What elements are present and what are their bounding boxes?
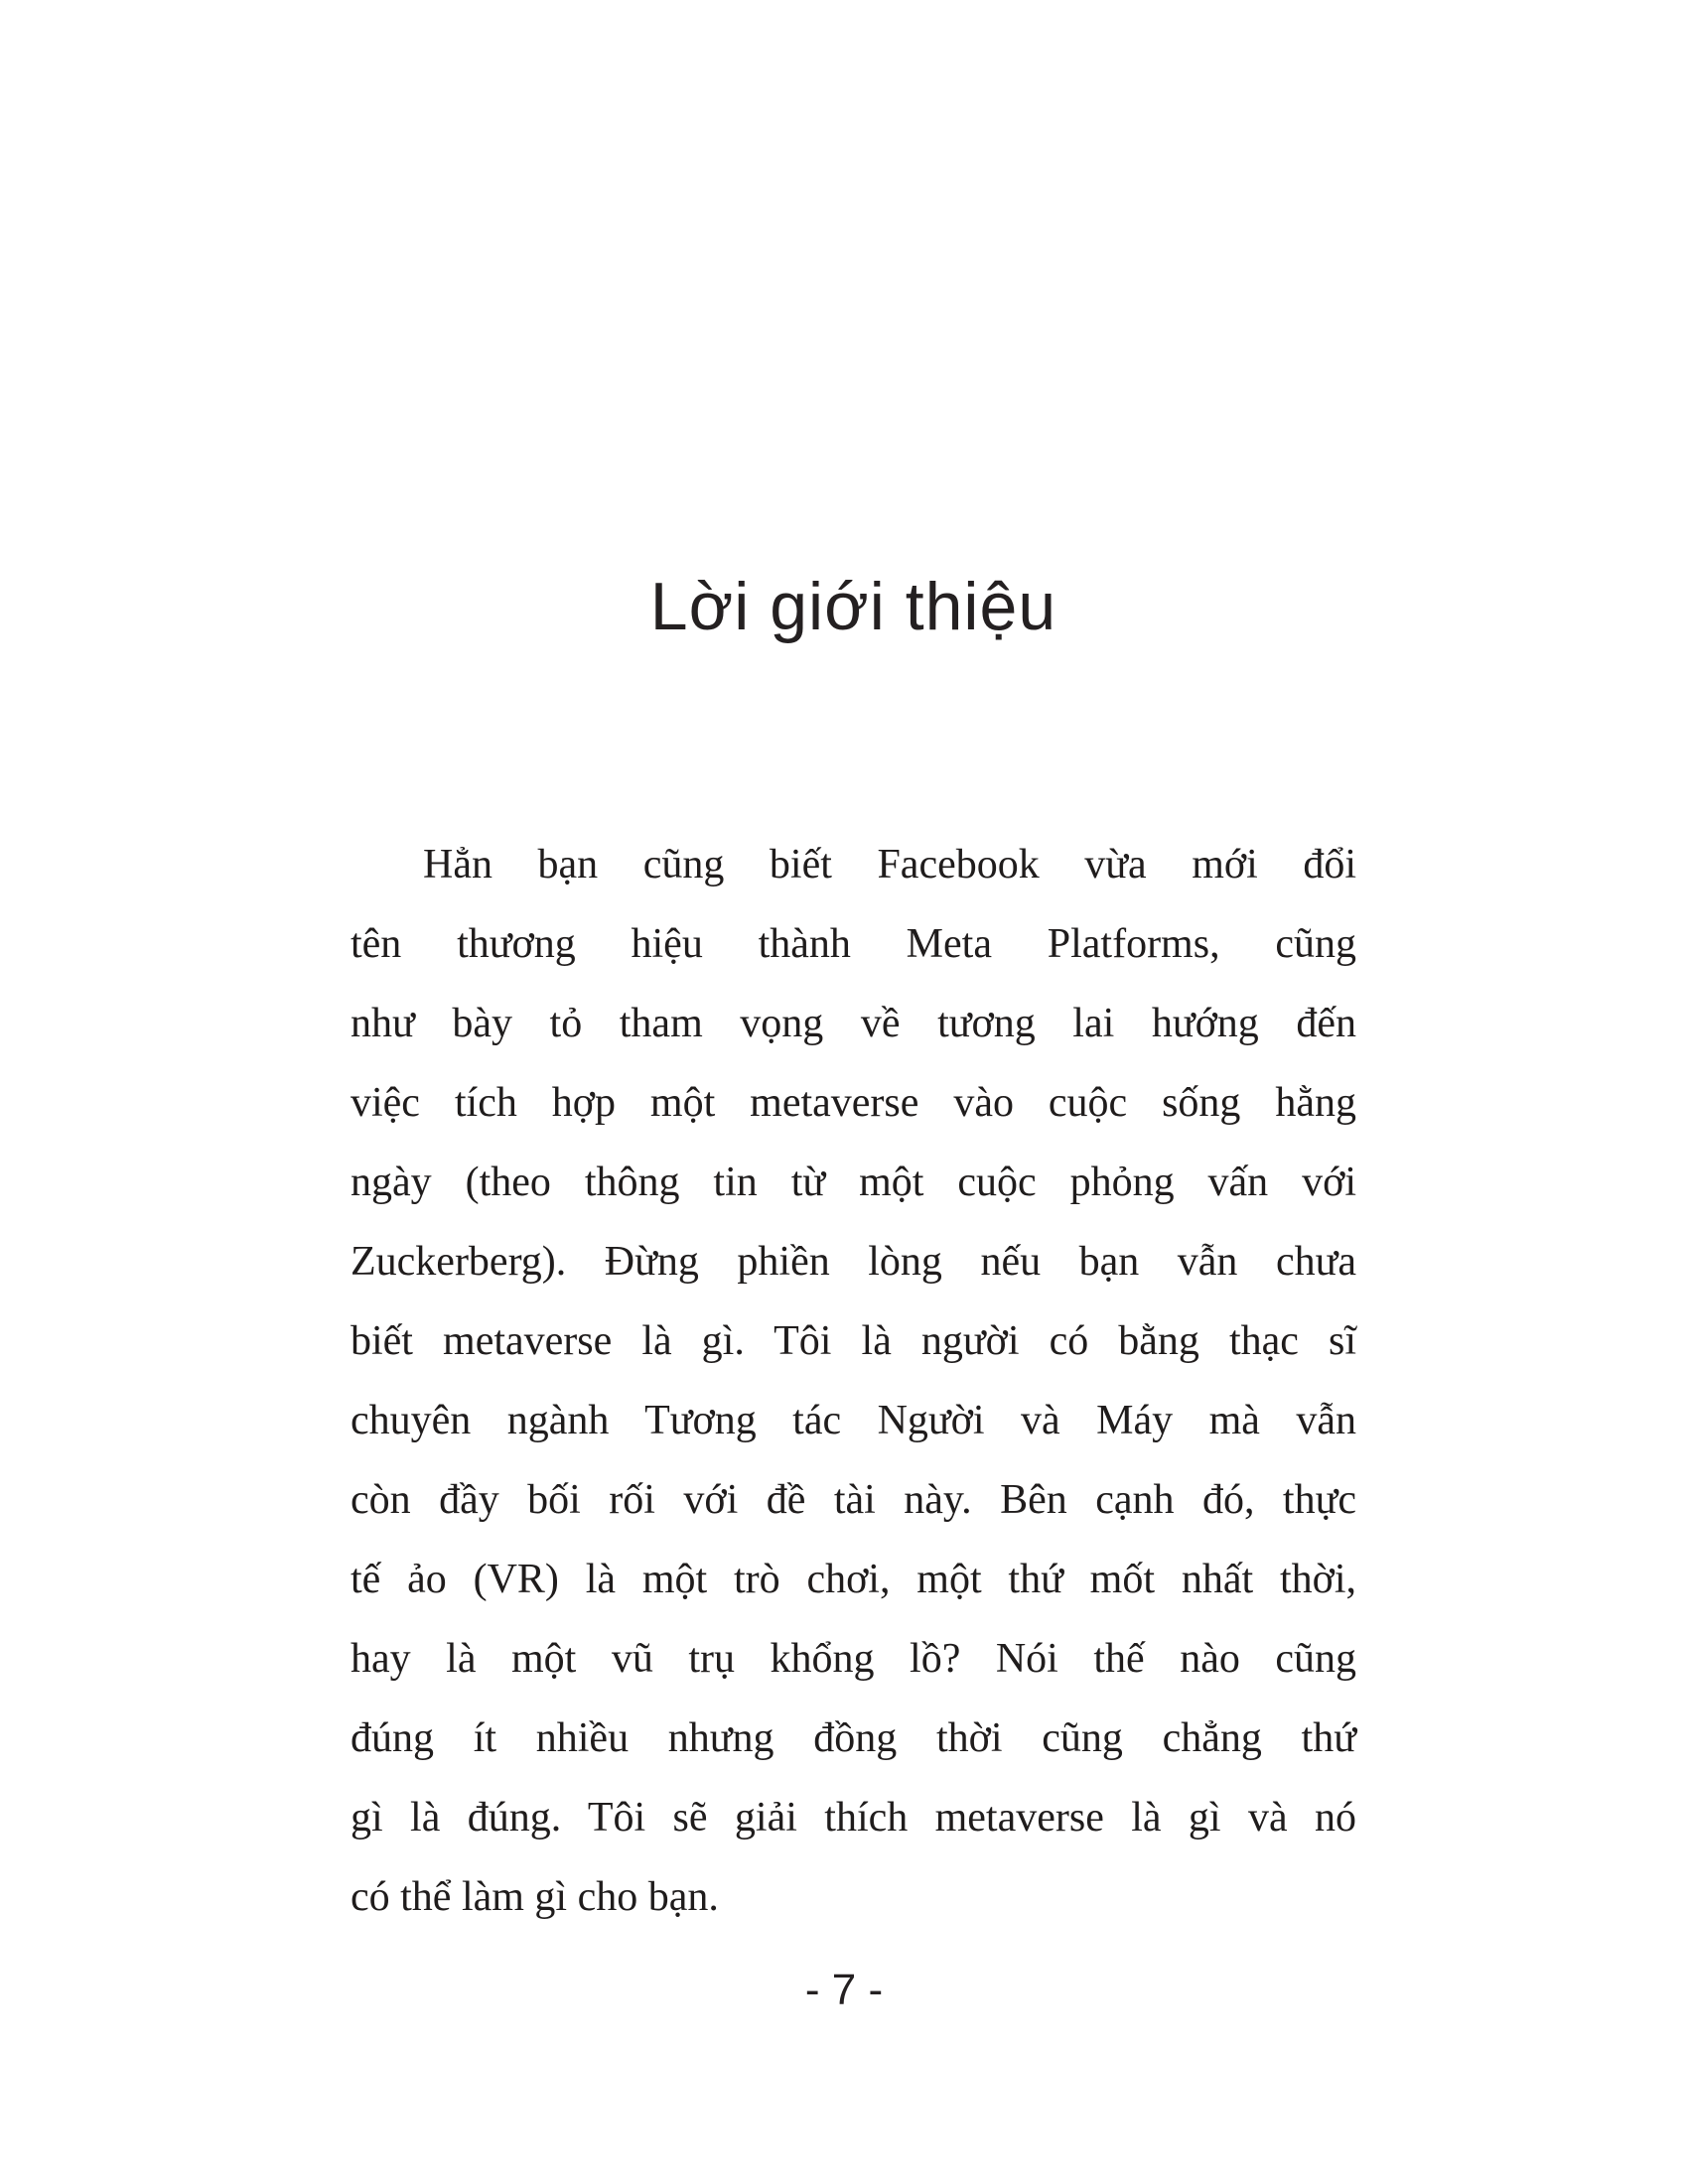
paragraph-line: đúng ít nhiều nhưng đồng thời cũng chẳng thứ xyxy=(351,1715,1356,1761)
paragraph-line: biết metaverse là gì. Tôi là người có bằng thạc sĩ xyxy=(351,1318,1356,1364)
paragraph-line: hay là một vũ trụ khổng lồ? Nói thế nào cũng xyxy=(351,1636,1356,1682)
paragraph xyxy=(351,825,1356,1937)
paragraph-line: chuyên ngành Tương tác Người và Máy mà vẫn xyxy=(351,1398,1356,1443)
paragraph-line: tên thương hiệu thành Meta Platforms, cũng xyxy=(351,921,1356,967)
paragraph-line: Zuckerberg). Đừng phiền lòng nếu bạn vẫn chưa xyxy=(351,1239,1356,1285)
paragraph-line: tế ảo (VR) là một trò chơi, một thứ mốt nhất thời, xyxy=(351,1557,1356,1602)
paragraph-line: Hẳn bạn cũng biết Facebook vừa mới đổi xyxy=(423,842,1356,887)
paragraph-line: gì là đúng. Tôi sẽ giải thích metaverse là gì và nó xyxy=(351,1795,1356,1841)
paragraph-line: việc tích hợp một metaverse vào cuộc sống hằng xyxy=(351,1080,1356,1126)
page-number: - 7 - xyxy=(804,1966,884,2014)
paragraph-line: có thể làm gì cho bạn. xyxy=(351,1874,719,1920)
chapter-title: Lời giới thiệu xyxy=(649,568,1057,644)
paragraph-line: ngày (theo thông tin từ một cuộc phỏng vấn với xyxy=(351,1160,1356,1205)
paragraph-line: còn đầy bối rối với đề tài này. Bên cạnh đó, thực xyxy=(351,1477,1356,1523)
paragraph-line: như bày tỏ tham vọng về tương lai hướng đến xyxy=(351,1001,1356,1046)
